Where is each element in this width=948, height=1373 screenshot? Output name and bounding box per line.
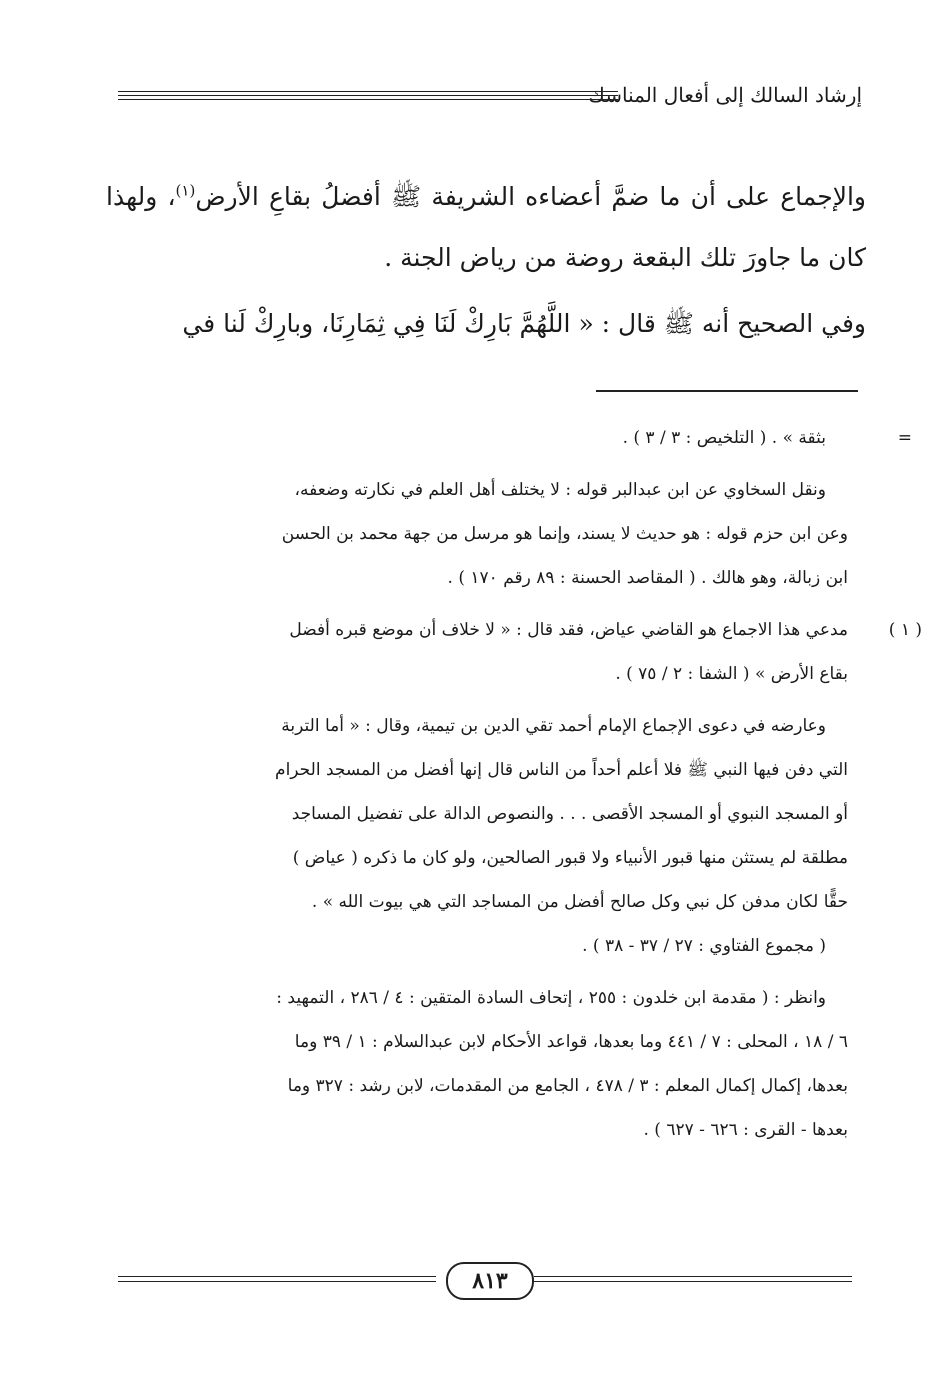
footnote-line: وعن ابن حزم قوله : هو حديث لا يسند، وإنما هو مرسل من جهة محمد بن الحسن: [281, 524, 848, 544]
footer-rule: [534, 1276, 852, 1277]
footnote-line: حقًّا لكان مدفن كل نبي وكل صالح أفضل من المساجد التي هي بيوت الله » .: [311, 892, 848, 912]
footnote-separator: [596, 390, 858, 392]
footnote-line: وعارضه في دعوى الإجماع الإمام أحمد تقي الدين بن تيمية، وقال : « أما التربة: [281, 716, 826, 736]
footnote-line: ( ١ ) مدعي هذا الاجماع هو القاضي عياض، فقد قال : « لا خلاف أن موضع قبره أفضل: [108, 608, 848, 652]
footnote-line: أو المسجد النبوي أو المسجد الأقصى . . . والنصوص الدالة على تفضيل المساجد: [291, 804, 848, 824]
footer-rule: [118, 1276, 436, 1277]
footnote-line: = بثقة » . ( التلخيص : ٣ / ٣ ) .: [108, 416, 848, 460]
header-title: إرشاد السالك إلى أفعال المناسك: [588, 83, 862, 107]
footnotes: [108, 416, 922, 1152]
footnote-line: بقاع الأرض » ( الشفا : ٢ / ٧٥ ) .: [615, 664, 848, 684]
header-rule: [118, 99, 618, 100]
footnote-line: مطلقة لم يستثن منها قبور الأنبياء ولا قبور الصالحين، ولو كان ما ذكره ( عياض ): [292, 848, 848, 868]
header-rule: [118, 95, 618, 96]
footnote-number: ( ١ ): [888, 620, 922, 640]
footnote-line: التي دفن فيها النبي ﷺ فلا أعلم أحداً من الناس قال إنها أفضل من المسجد الحرام: [275, 760, 848, 780]
main-text: [106, 166, 866, 354]
footnote-line: ( مجموع الفتاوي : ٢٧ / ٣٧ - ٣٨ ) .: [582, 936, 826, 956]
page-number: ٨١٣: [446, 1262, 534, 1300]
footnote-reference[interactable]: (١): [175, 181, 196, 200]
footnote-line: بعدها - القرى : ٦٢٦ - ٦٢٧ ) .: [643, 1120, 848, 1140]
page-footer: [118, 1262, 852, 1302]
footnote-line: ٦ / ١٨ ، المحلى : ٧ / ٤٤١ وما بعدها، قواعد الأحكام لابن عبدالسلام : ١ / ٣٩ وما: [294, 1032, 848, 1052]
footnote-line: ابن زبالة، وهو هالك . ( المقاصد الحسنة : ٨٩ رقم ١٧٠ ) .: [447, 568, 848, 588]
running-header: [118, 80, 862, 110]
continuation-marker: =: [897, 428, 912, 448]
footnote-line: ونقل السخاوي عن ابن عبدالبر قوله : لا يختلف أهل العلم في نكارته وضعفه،: [294, 480, 826, 500]
footnote-line: وانظر : ( مقدمة ابن خلدون : ٢٥٥ ، إتحاف السادة المتقين : ٤ / ٢٨٦ ، التمهيد :: [276, 988, 826, 1008]
main-paragraph-text: ، ولهذا كان ما جاورَ تلك البقعة روضة من رياض الجنة .: [106, 182, 866, 272]
footer-rule: [534, 1281, 852, 1282]
main-paragraph: وفي الصحيح أنه ﷺ قال : « اللَّهُمَّ بَارِكْ لَنَا فِي ثِمَارِنَا، وبارِكْ لَنا في: [182, 309, 866, 338]
main-paragraph-text: والإجماع على أن ما ضمَّ أعضاءه الشريفة ﷺ أفضلُ بقاعِ الأرض: [195, 182, 866, 211]
footnote-line: بعدها، إكمال إكمال المعلم : ٣ / ٤٧٨ ، الجامع من المقدمات، لابن رشد : ٣٢٧ وما: [287, 1076, 848, 1096]
header-rule: [118, 91, 618, 92]
footer-rule: [118, 1281, 436, 1282]
main-paragraph: [106, 166, 866, 288]
